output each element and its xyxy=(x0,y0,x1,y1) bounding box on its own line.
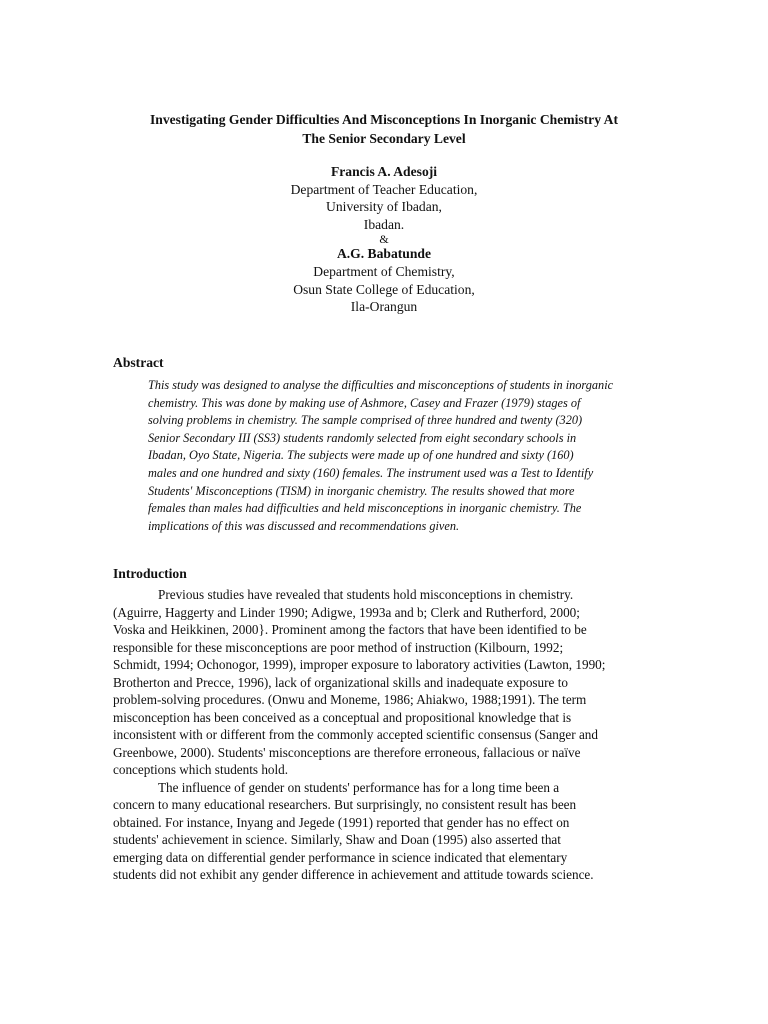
paragraph-line: Brotherton and Precce, 1996), lack of organizational skills and inadequate exposure to xyxy=(113,674,568,690)
introduction-text xyxy=(113,586,647,884)
author-affiliation: Department of Teacher Education, xyxy=(290,181,478,197)
paragraph-line: Schmidt, 1994; Ochonogor, 1999), improper exposure to laboratory activities (Lawton, 1990; xyxy=(113,657,606,672)
paragraph-line: responsible for these misconceptions are poor method of instruction (Kilbourn, 1992; xyxy=(113,639,564,655)
abstract-line: chemistry. This was done by making use of Ashmore, Casey and Frazer (1979) stages of xyxy=(148,395,581,410)
title-line: Investigating Gender Difficulties And Misconceptions In Inorganic Chemistry At xyxy=(150,112,618,127)
abstract-heading: Abstract xyxy=(113,355,164,370)
paragraph-line: obtained. For instance, Inyang and Jegede (1991) reported that gender has no effect on xyxy=(113,814,570,830)
author-affiliation: Department of Chemistry, xyxy=(313,263,455,279)
abstract-line: Senior Secondary III (SS3) students randomly selected from eight secondary schools in xyxy=(148,430,577,445)
paragraph-line: problem-solving procedures. (Onwu and Moneme, 1986; Ahiakwo, 1988;1991). The term xyxy=(113,692,587,707)
abstract-line: males and one hundred and sixty (160) females. The instrument used was a Test to Identify xyxy=(148,465,594,480)
author-affiliation: Osun State College of Education, xyxy=(293,281,475,297)
paragraph xyxy=(113,586,647,604)
abstract-line: Students' Misconceptions (TISM) in inorganic chemistry. The results showed that more xyxy=(148,483,575,498)
author-affiliation: University of Ibadan, xyxy=(326,199,442,215)
author-name: Francis A. Adesoji xyxy=(330,164,438,179)
paragraph-line: Greenbowe, 2000). Students' misconceptions are therefore erroneous, fallacious or naïve xyxy=(113,744,581,760)
paragraph-line: Voska and Heikkinen, 2000}. Prominent among the factors that have been identified to be xyxy=(113,622,587,637)
abstract-line: This study was designed to analyse the difficulties and misconceptions of students in inorganic xyxy=(148,378,614,392)
author-block xyxy=(150,163,618,316)
paragraph xyxy=(113,779,647,797)
paragraph-line: Previous studies have revealed that students hold misconceptions in chemistry. xyxy=(158,587,574,602)
author-affiliation: Ila-Orangun xyxy=(350,299,418,315)
author-affiliation: Ibadan. xyxy=(363,216,405,232)
title-line: The Senior Secondary Level xyxy=(302,131,466,146)
paper-title xyxy=(100,110,668,148)
abstract-line: solving problems in chemistry. The sample comprised of three hundred and twenty (320) xyxy=(148,413,583,428)
paragraph-line: conceptions which students hold. xyxy=(113,762,289,777)
paragraph-line: students did not exhibit any gender difference in achievement and attitude towards science. xyxy=(113,867,594,882)
abstract-line: implications of this was discussed and recommendations given. xyxy=(148,518,460,533)
abstract-text xyxy=(148,377,626,535)
author-separator: & xyxy=(379,232,389,247)
author-name: A.G. Babatunde xyxy=(336,246,432,262)
abstract-line: Ibadan, Oyo State, Nigeria. The subjects were made up of one hundred and sixty (160) xyxy=(148,448,574,463)
paragraph-line: inconsistent with or different from the commonly accepted scientific consensus (Sanger and xyxy=(113,727,598,742)
paragraph-line: misconception has been conceived as a conceptual and propositional knowledge that is xyxy=(113,709,572,725)
paragraph-line: The influence of gender on students' performance has for a long time been a xyxy=(158,779,560,795)
abstract-line: females than males had difficulties and held misconceptions in inorganic chemistry. The xyxy=(148,501,582,516)
paragraph-line: (Aguirre, Haggerty and Linder 1990; Adigwe, 1993a and b; Clerk and Rutherford, 2000; xyxy=(113,604,580,620)
introduction-heading: Introduction xyxy=(113,566,187,581)
paragraph-line: concern to many educational researchers. But surprisingly, no consistent result has been xyxy=(113,797,577,812)
paragraph-line: students' achievement in science. Similarly, Shaw and Doan (1995) also asserted that xyxy=(113,832,561,847)
paragraph-line: emerging data on differential gender performance in science indicated that elementary xyxy=(113,849,568,865)
